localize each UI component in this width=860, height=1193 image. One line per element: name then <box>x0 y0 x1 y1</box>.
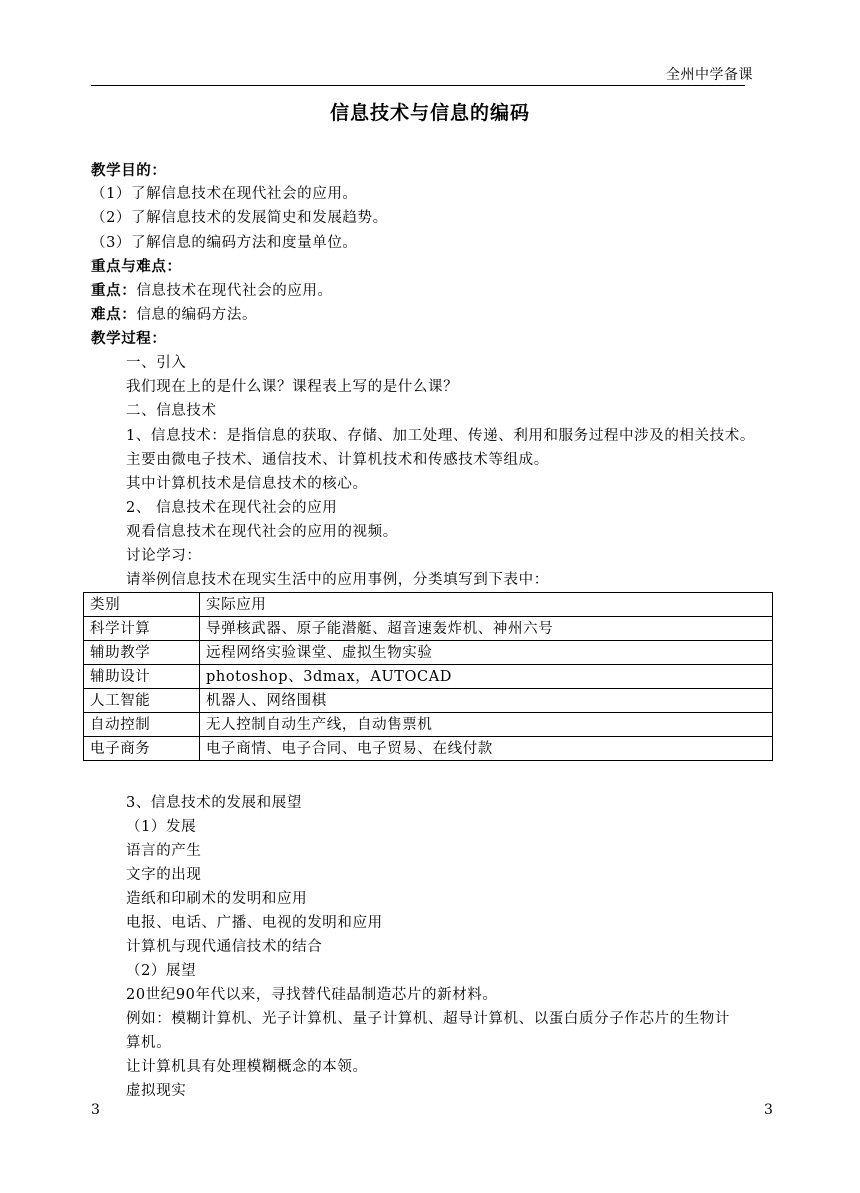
focus-label: 重点： <box>91 282 137 299</box>
table-cell-category: 人工智能 <box>84 689 200 713</box>
table-row <box>84 713 773 737</box>
table-row <box>84 641 773 665</box>
process-line-10: 请举例信息技术在现实生活中的应用事例，分类填写到下表中： <box>126 572 549 588</box>
table-cell-application: 无人控制自动生产线，自动售票机 <box>200 713 773 737</box>
outlook-line-2b: 算机。 <box>126 1035 172 1051</box>
development-heading: 3、信息技术的发展和展望 <box>126 795 302 811</box>
objectives-heading: 教学目的： <box>91 162 167 179</box>
page-number-left: 3 <box>91 1102 100 1118</box>
development-sub2: （2）展望 <box>126 963 197 979</box>
objective-item-2: （2）了解信息技术的发展简史和发展趋势。 <box>91 210 388 226</box>
table-cell-application: photoshop、3dmax，AUTOCAD <box>200 665 773 689</box>
table-header-cell: 类别 <box>84 593 200 617</box>
focus-text: 信息技术在现代社会的应用。 <box>136 283 333 299</box>
objective-item-3: （3）了解信息的编码方法和度量单位。 <box>91 235 358 251</box>
dev-item-4: 电报、电话、广播、电视的发明和应用 <box>126 915 383 931</box>
process-line-6: 其中计算机技术是信息技术的核心。 <box>126 476 368 492</box>
table-row <box>84 737 773 761</box>
development-sub1: （1）发展 <box>126 819 197 835</box>
process-line-9: 讨论学习： <box>126 548 202 564</box>
page-number-right: 3 <box>764 1102 773 1118</box>
table-row <box>84 665 773 689</box>
table-row <box>84 617 773 641</box>
difficulty-line <box>91 305 257 325</box>
process-line-1: 一、引入 <box>126 355 187 371</box>
process-line-7: 2、 信息技术在现代社会的应用 <box>126 500 338 516</box>
difficulty-label: 难点： <box>91 306 137 323</box>
table-cell-application: 机器人、网络围棋 <box>200 689 773 713</box>
outlook-line-3: 让计算机具有处理模糊概念的本领。 <box>126 1059 368 1075</box>
header-rule <box>91 85 745 86</box>
table-header-cell: 实际应用 <box>200 593 773 617</box>
dev-item-5: 计算机与现代通信技术的结合 <box>126 939 323 955</box>
objective-item-1: （1）了解信息技术在现代社会的应用。 <box>91 186 358 202</box>
table-cell-application: 导弹核武器、原子能潜艇、超音速轰炸机、神州六号 <box>200 617 773 641</box>
process-line-5: 主要由微电子技术、通信技术、计算机技术和传感技术等组成。 <box>126 452 549 468</box>
outlook-line-4: 虚拟现实 <box>126 1083 187 1099</box>
outlook-line-1: 20世纪90年代以来，寻找替代硅晶制造芯片的新材料。 <box>126 987 498 1003</box>
dev-item-1: 语言的产生 <box>126 843 202 859</box>
table-header-row <box>84 593 773 617</box>
table-cell-category: 辅助设计 <box>84 665 200 689</box>
table-cell-category: 科学计算 <box>84 617 200 641</box>
applications-table <box>83 592 773 761</box>
dev-item-2: 文字的出现 <box>126 867 202 883</box>
process-line-4: 1、信息技术：是指信息的获取、存储、加工处理、传递、利用和服务过程中涉及的相关技术。 <box>126 428 755 444</box>
header-school-name: 全州中学备课 <box>666 67 753 83</box>
process-line-3: 二、信息技术 <box>126 403 217 419</box>
dev-item-3: 造纸和印刷术的发明和应用 <box>126 891 308 907</box>
key-points-heading: 重点与难点： <box>91 258 182 275</box>
process-line-2: 我们现在上的是什么课？课程表上写的是什么课？ <box>126 379 459 395</box>
process-line-8: 观看信息技术在现代社会的应用的视频。 <box>126 524 398 540</box>
focus-line <box>91 281 333 301</box>
outlook-line-2a: 例如：模糊计算机、光子计算机、量子计算机、超导计算机、以蛋白质分子作芯片的生物计 <box>126 1011 730 1027</box>
difficulty-text: 信息的编码方法。 <box>136 307 258 323</box>
table-cell-category: 辅助教学 <box>84 641 200 665</box>
table-cell-application: 电子商情、电子合同、电子贸易、在线付款 <box>200 737 773 761</box>
table-cell-category: 自动控制 <box>84 713 200 737</box>
document-title: 信息技术与信息的编码 <box>329 102 530 124</box>
table-row <box>84 689 773 713</box>
table-cell-category: 电子商务 <box>84 737 200 761</box>
process-heading: 教学过程： <box>91 330 167 347</box>
table-cell-application: 远程网络实验课堂、虚拟生物实验 <box>200 641 773 665</box>
